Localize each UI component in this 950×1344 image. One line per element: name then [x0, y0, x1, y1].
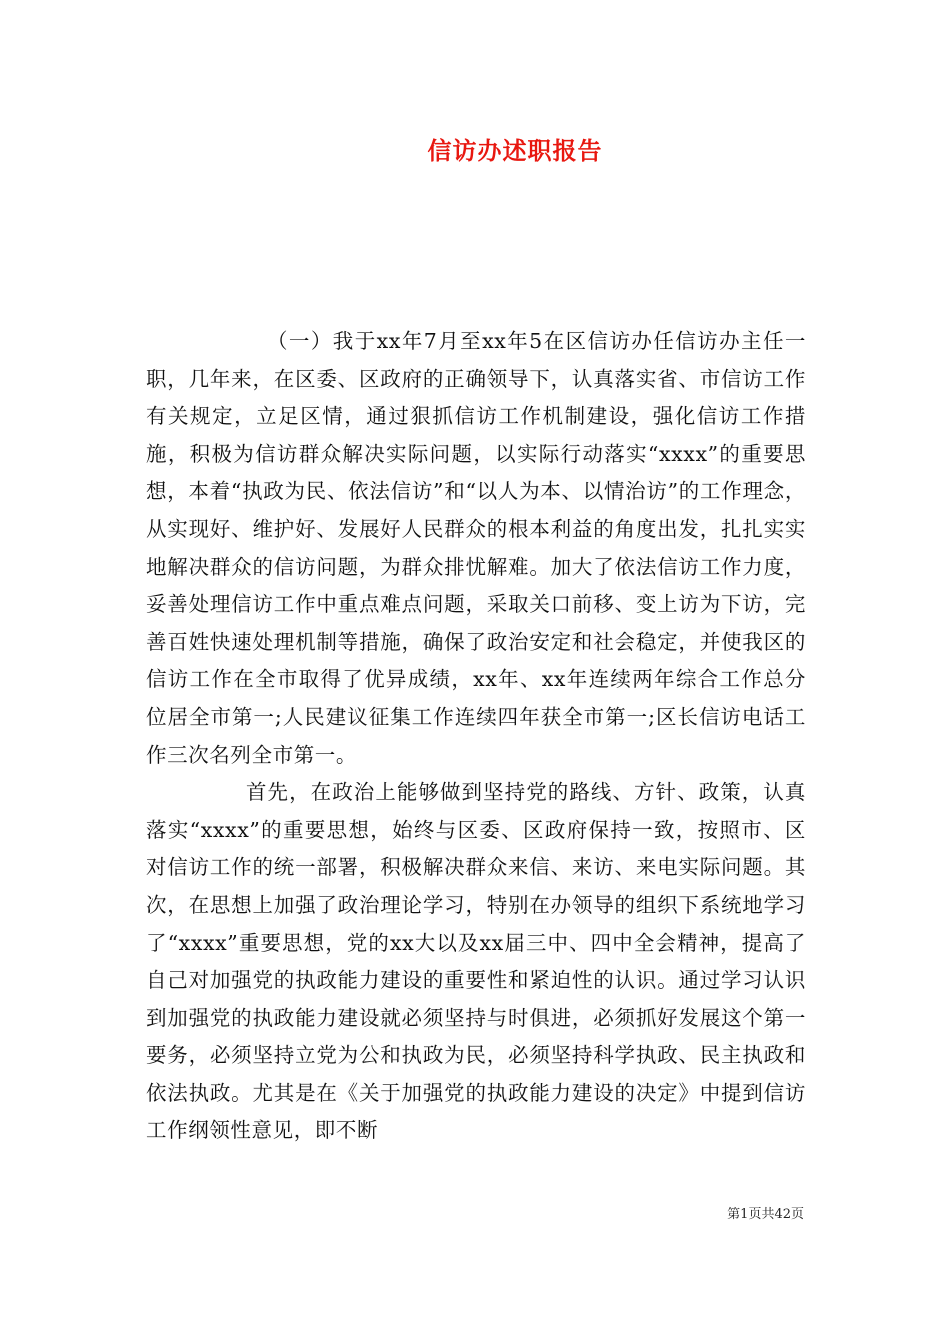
page-number-footer: 第1页共42页	[727, 1207, 804, 1222]
paragraph-2: 首先，在政治上能够做到坚持党的路线、方针、政策，认真落实“xxxx”的重要思想，始终与区委、区政府保持一致，按照市、区对信访工作的统一部署，积极解决群众来信、来访、来电实际问题。其次，在思想上加强了政治理论学习，特别在办领导的组织下系统地学习了“xxxx”重要思想，党的xx大以及xx届三中、四中全会精神，提高了自己对加强党的执政能力建设的重要性和紧迫性的认识。通过学习认识到加强党的执政能力建设就必须坚持与时俱进，必须抓好发展这个第一要务，必须坚持立党为公和执政为民，必须坚持科学执政、民主执政和依法执政。尤其是在《关于加强党的执政能力建设的决定》中提到信访工作纲领性意见，即不断	[146, 780, 806, 1143]
paragraph-1: （一）我于xx年7月至xx年5在区信访办任信访办主任一职，几年来，在区委、区政府的正确领导下，认真落实省、市信访工作有关规定，立足区情，通过狠抓信访工作机制建设，强化信访工作措施，积极为信访群众解决实际问题，以实际行动落实“xxxx”的重要思想，本着“执政为民、依法信访”和“以人为本、以情治访”的工作理念，从实现好、维护好、发展好人民群众的根本利益的角度出发，扎扎实实地解决群众的信访问题，为群众排忧解难。加大了依法信访工作力度，妥善处理信访工作中重点难点问题，采取关口前移、变上访为下访，完善百姓快速处理机制等措施，确保了政治安定和社会稳定，并使我区的信访工作在全市取得了优异成绩，xx年、xx年连续两年综合工作总分位居全市第一;人民建议征集工作连续四年获全市第一;区长信访电话工作三次名列全市第一。	[146, 329, 806, 767]
document-title: 信访办述职报告	[427, 136, 603, 165]
document-body	[146, 323, 806, 1150]
